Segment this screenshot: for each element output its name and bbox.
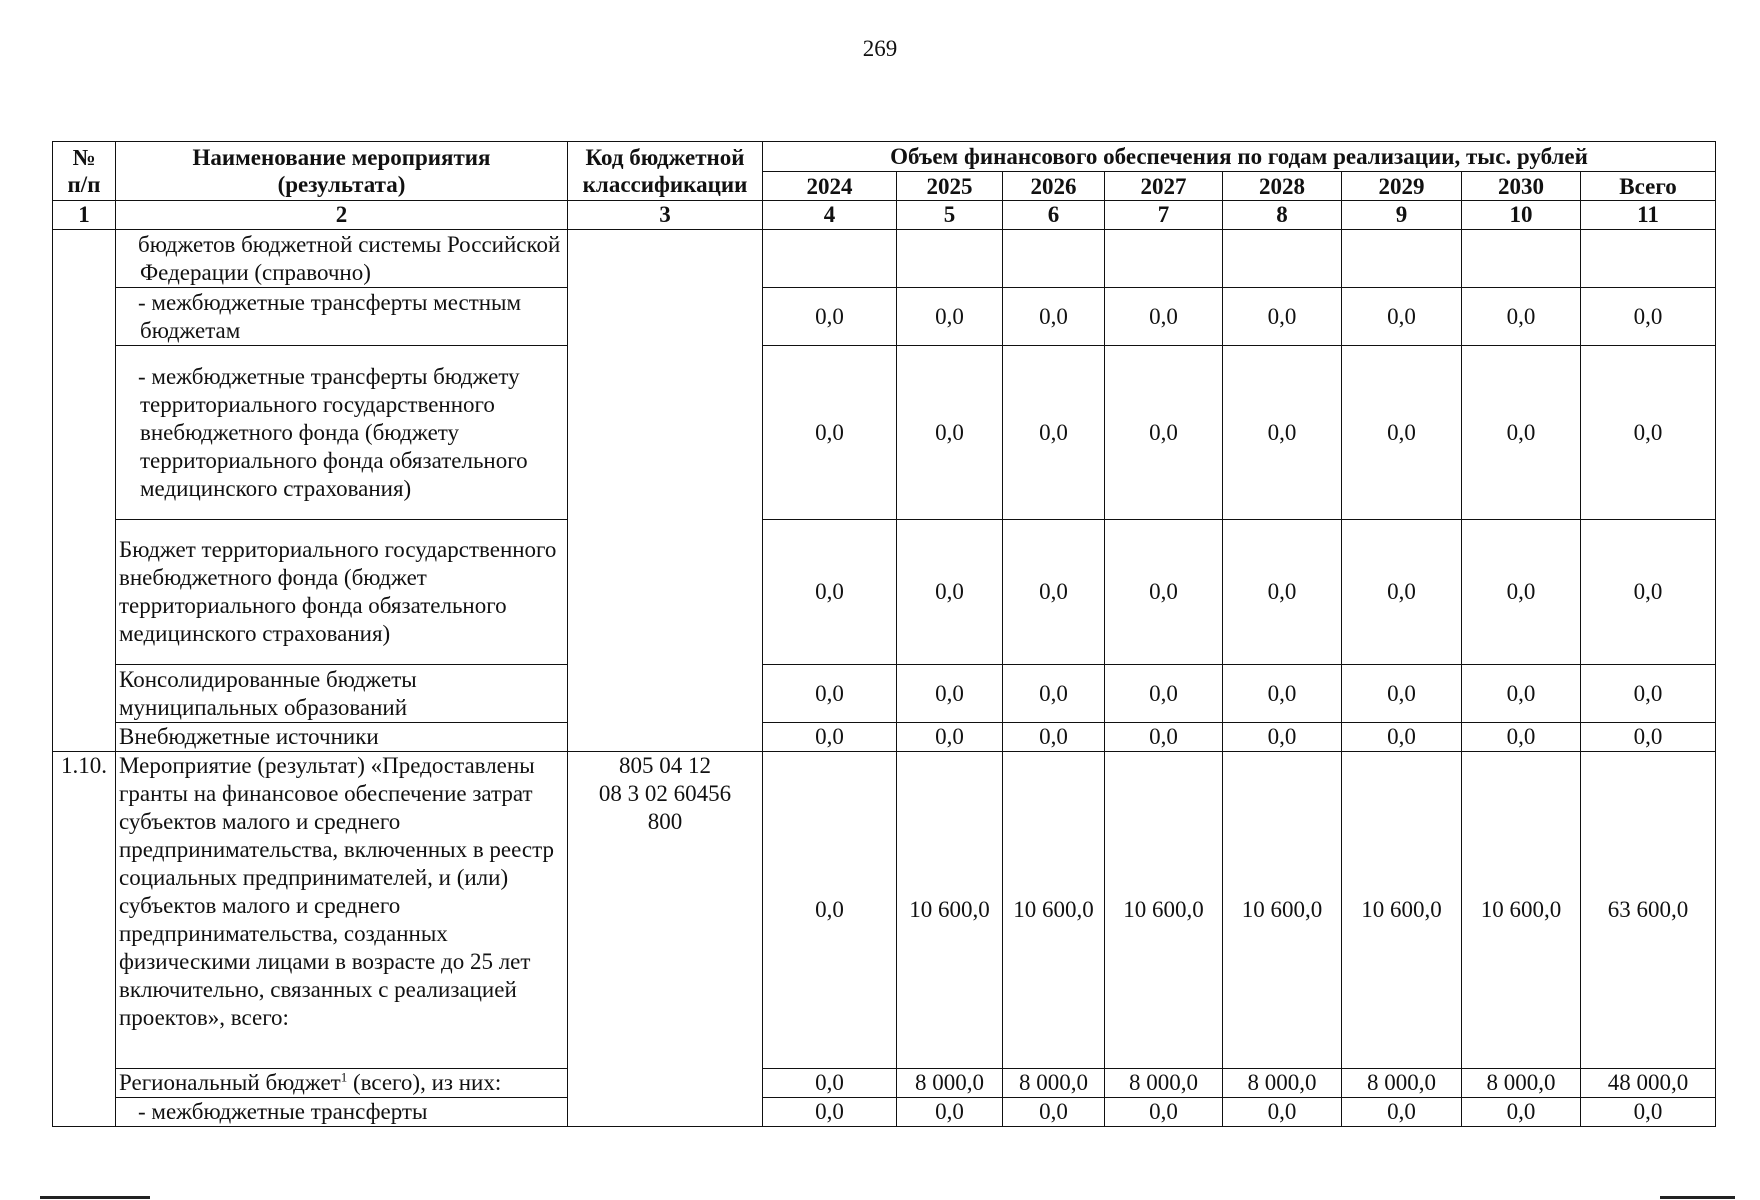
value-cell: 8 000,0: [1223, 1069, 1342, 1098]
row-name: [116, 1069, 568, 1098]
value-cell: 0,0: [1003, 1098, 1105, 1127]
header-code-sub: классификации: [582, 172, 748, 197]
value-cell: 0,0: [763, 346, 897, 520]
header-name: [116, 142, 568, 201]
value-cell: 0,0: [1223, 1098, 1342, 1127]
header-volume: Объем финансового обеспечения по годам реализации, тыс. рублей: [763, 142, 1716, 172]
value-cell: 0,0: [1105, 723, 1223, 752]
column-number: 8: [1223, 201, 1342, 230]
row-name: Бюджет территориального государственного внебюджетного фонда (бюджет территориального фонда обязательного медицинского страхования): [116, 520, 568, 665]
value-cell: [1462, 230, 1581, 288]
value-cell: 0,0: [1342, 346, 1462, 520]
value-cell: 0,0: [1003, 288, 1105, 346]
value-cell: 0,0: [1003, 665, 1105, 723]
value-cell: 10 600,0: [1003, 752, 1105, 1069]
budget-code-line: 805 04 12: [619, 753, 711, 778]
value-cell: 8 000,0: [1462, 1069, 1581, 1098]
table-row: [53, 1069, 1716, 1098]
row-name: - межбюджетные трансферты бюджету территориального государственного внебюджетного фонда (бюджету территориального фонда обязательного медицинского страхования): [116, 346, 568, 520]
budget-code-line: 800: [647, 809, 683, 834]
value-cell: 0,0: [1223, 520, 1342, 665]
header-name-label: Наименование мероприятия: [192, 145, 491, 170]
value-cell: 0,0: [1581, 346, 1716, 520]
value-cell: 0,0: [763, 288, 897, 346]
column-number: 11: [1581, 201, 1716, 230]
header-number-sub: п/п: [67, 172, 101, 197]
row-name: Внебюджетные источники: [116, 723, 568, 752]
value-cell: 0,0: [1342, 288, 1462, 346]
value-cell: 0,0: [1342, 520, 1462, 665]
value-cell: 0,0: [897, 520, 1003, 665]
header-number: [53, 142, 116, 201]
index-cell-empty: [53, 230, 116, 752]
column-number: 2: [116, 201, 568, 230]
value-cell: 0,0: [1581, 288, 1716, 346]
value-cell: [1342, 230, 1462, 288]
value-cell: 0,0: [1223, 723, 1342, 752]
value-cell: 0,0: [1462, 665, 1581, 723]
table-row: [53, 288, 1716, 346]
table-row: [53, 723, 1716, 752]
row-name-suffix: (всего), из них:: [347, 1070, 502, 1095]
value-cell: 0,0: [763, 1069, 897, 1098]
value-cell: 0,0: [1003, 520, 1105, 665]
value-cell: 0,0: [1105, 288, 1223, 346]
row-name: - межбюджетные трансферты местным бюджетам: [116, 288, 568, 346]
header-year: 2026: [1003, 172, 1105, 201]
value-cell: 0,0: [763, 665, 897, 723]
value-cell: 0,0: [1462, 346, 1581, 520]
column-number: 10: [1462, 201, 1581, 230]
value-cell: [763, 230, 897, 288]
value-cell: 10 600,0: [1342, 752, 1462, 1069]
row-name-text: Региональный бюджет: [119, 1070, 341, 1095]
column-number: 9: [1342, 201, 1462, 230]
value-cell: [897, 230, 1003, 288]
header-year: 2030: [1462, 172, 1581, 201]
value-cell: 0,0: [1581, 665, 1716, 723]
row-name: Мероприятие (результат) «Предоставлены гранты на финансовое обеспечение затрат субъектов малого и среднего предпринимательства, включенных в реестр социальных предпринимателей, и (или) субъектов малого и среднего предпринимательства, созданных физическими лицами в возрасте до 25 лет включительно, связанных с реализацией проектов», всего:: [116, 752, 568, 1069]
column-number: 5: [897, 201, 1003, 230]
budget-code: [568, 752, 763, 1127]
header-number-label: №: [72, 145, 96, 170]
value-cell: [1003, 230, 1105, 288]
header-year: 2024: [763, 172, 897, 201]
budget-code-line: 08 3 02 60456: [598, 781, 732, 806]
value-cell: 0,0: [1342, 665, 1462, 723]
value-cell: 0,0: [1462, 723, 1581, 752]
value-cell: 0,0: [1462, 288, 1581, 346]
value-cell: [1581, 230, 1716, 288]
column-number: 1: [53, 201, 116, 230]
value-cell: 0,0: [897, 723, 1003, 752]
value-cell: 0,0: [1105, 520, 1223, 665]
column-number: 6: [1003, 201, 1105, 230]
value-cell: 0,0: [897, 665, 1003, 723]
table-row: [53, 230, 1716, 288]
header-year: 2028: [1223, 172, 1342, 201]
value-cell: [1105, 230, 1223, 288]
header-name-sub: (результата): [277, 172, 406, 197]
value-cell: 48 000,0: [1581, 1069, 1716, 1098]
value-cell: 0,0: [1223, 665, 1342, 723]
value-cell: 0,0: [1105, 346, 1223, 520]
value-cell: 8 000,0: [1003, 1069, 1105, 1098]
header-year: 2025: [897, 172, 1003, 201]
value-cell: 0,0: [1105, 1098, 1223, 1127]
row-name: Консолидированные бюджеты муниципальных образований: [116, 665, 568, 723]
value-cell: 0,0: [897, 1098, 1003, 1127]
row-name: бюджетов бюджетной системы Российской Федерации (справочно): [116, 230, 568, 288]
value-cell: 0,0: [897, 346, 1003, 520]
page-number: 269: [862, 36, 898, 61]
value-cell: 0,0: [763, 520, 897, 665]
row-name: - межбюджетные трансферты: [116, 1098, 568, 1127]
value-cell: 0,0: [1105, 665, 1223, 723]
table-row: [53, 752, 1716, 1069]
table-row: [53, 1098, 1716, 1127]
column-number: 7: [1105, 201, 1223, 230]
header-total: Всего: [1581, 172, 1716, 201]
value-cell: 0,0: [763, 1098, 897, 1127]
header-code-label: Код бюджетной: [585, 145, 745, 170]
table-row: [53, 665, 1716, 723]
financing-table: [52, 141, 1716, 1127]
header-code: [568, 142, 763, 201]
value-cell: 0,0: [1342, 1098, 1462, 1127]
value-cell: 8 000,0: [897, 1069, 1003, 1098]
value-cell: 0,0: [1462, 1098, 1581, 1127]
value-cell: 10 600,0: [1223, 752, 1342, 1069]
value-cell: 0,0: [1223, 346, 1342, 520]
value-cell: 0,0: [897, 288, 1003, 346]
row-index: 1.10.: [53, 752, 116, 1127]
column-number: 4: [763, 201, 897, 230]
value-cell: 0,0: [763, 752, 897, 1069]
value-cell: 0,0: [1003, 723, 1105, 752]
value-cell: 0,0: [1581, 723, 1716, 752]
table-row: [53, 520, 1716, 665]
value-cell: 0,0: [763, 723, 897, 752]
code-cell-empty: [568, 230, 763, 752]
value-cell: 0,0: [1462, 520, 1581, 665]
value-cell: 0,0: [1581, 520, 1716, 665]
value-cell: [1223, 230, 1342, 288]
scan-edge-line: [1660, 1196, 1735, 1199]
value-cell: 0,0: [1223, 288, 1342, 346]
value-cell: 63 600,0: [1581, 752, 1716, 1069]
value-cell: 10 600,0: [897, 752, 1003, 1069]
value-cell: 0,0: [1581, 1098, 1716, 1127]
column-number: 3: [568, 201, 763, 230]
header-year: 2029: [1342, 172, 1462, 201]
header-year: 2027: [1105, 172, 1223, 201]
value-cell: 8 000,0: [1105, 1069, 1223, 1098]
value-cell: 0,0: [1342, 723, 1462, 752]
footnote-marker: 1: [340, 1069, 348, 1085]
value-cell: 10 600,0: [1462, 752, 1581, 1069]
value-cell: 8 000,0: [1342, 1069, 1462, 1098]
value-cell: 0,0: [1003, 346, 1105, 520]
scan-edge-line: [40, 1196, 150, 1199]
value-cell: 10 600,0: [1105, 752, 1223, 1069]
table-row: [53, 346, 1716, 520]
